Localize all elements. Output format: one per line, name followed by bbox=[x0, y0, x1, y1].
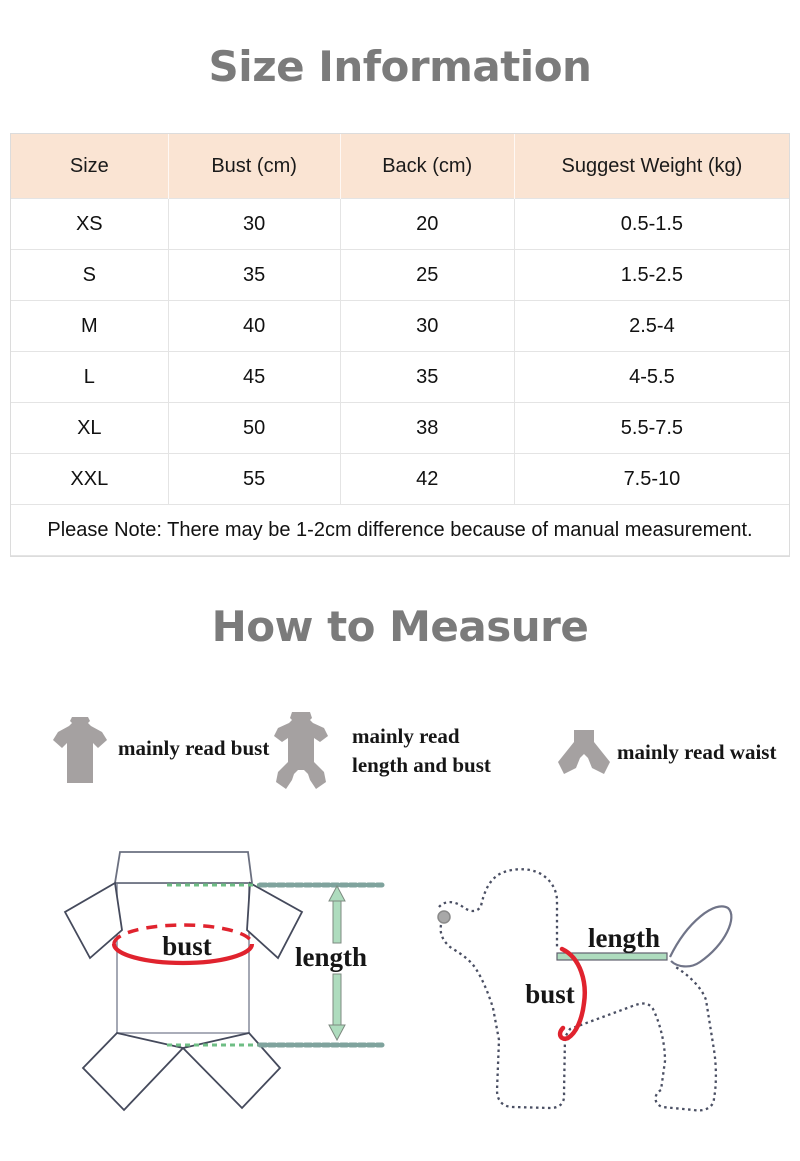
pants-icon bbox=[552, 728, 616, 780]
jumpsuit-icon bbox=[268, 710, 334, 792]
table-row bbox=[11, 454, 789, 505]
table-cell: 20 bbox=[340, 199, 514, 250]
header-weight: Suggest Weight (kg) bbox=[514, 134, 789, 199]
table-header-row bbox=[11, 134, 789, 199]
dog-nose bbox=[438, 911, 450, 923]
table-note-row bbox=[11, 505, 789, 556]
table-cell: 38 bbox=[340, 403, 514, 454]
table-cell: 5.5-7.5 bbox=[514, 403, 789, 454]
size-table bbox=[10, 133, 790, 557]
table-cell: L bbox=[11, 352, 168, 403]
table-cell: 40 bbox=[168, 301, 340, 352]
table-cell: 1.5-2.5 bbox=[514, 250, 789, 301]
table-row bbox=[11, 199, 789, 250]
vest-icon bbox=[50, 716, 110, 784]
header-bust: Bust (cm) bbox=[168, 134, 340, 199]
how-to-measure-title: How to Measure bbox=[211, 602, 589, 651]
header-size: Size bbox=[11, 134, 168, 199]
legend-label-line2: length and bust bbox=[352, 753, 491, 777]
measurement-note: Please Note: There may be 1-2cm difference because of manual measurement. bbox=[11, 505, 789, 556]
table-cell: 35 bbox=[340, 352, 514, 403]
garment-sleeve-right bbox=[247, 883, 302, 958]
garment-measure-diagram bbox=[30, 830, 430, 1130]
table-cell: 4-5.5 bbox=[514, 352, 789, 403]
table-row bbox=[11, 403, 789, 454]
table-cell: 50 bbox=[168, 403, 340, 454]
table-cell: S bbox=[11, 250, 168, 301]
garment-collar bbox=[115, 852, 252, 883]
table-cell: 30 bbox=[168, 199, 340, 250]
table-cell: 30 bbox=[340, 301, 514, 352]
legend-label-waist: mainly read waist bbox=[617, 740, 777, 764]
table-cell: 55 bbox=[168, 454, 340, 505]
legend-label-length-bust bbox=[352, 722, 491, 780]
table-cell: 7.5-10 bbox=[514, 454, 789, 505]
table-cell: 35 bbox=[168, 250, 340, 301]
table-row bbox=[11, 352, 789, 403]
garment-length-label: length bbox=[294, 942, 368, 972]
dog-tail bbox=[670, 906, 731, 966]
table-row bbox=[11, 250, 789, 301]
table-cell: 2.5-4 bbox=[514, 301, 789, 352]
dog-measure-diagram bbox=[425, 845, 795, 1135]
legend-label-bust: mainly read bust bbox=[118, 736, 270, 760]
dog-length-label: length bbox=[587, 923, 661, 953]
table-cell: XS bbox=[11, 199, 168, 250]
table-cell: XL bbox=[11, 403, 168, 454]
table-row bbox=[11, 301, 789, 352]
header-back: Back (cm) bbox=[340, 134, 514, 199]
legend-label-line1: mainly read bbox=[352, 724, 460, 748]
garment-bust-label: bust bbox=[162, 931, 212, 961]
table-cell: 42 bbox=[340, 454, 514, 505]
size-information-title: Size Information bbox=[208, 42, 592, 91]
dog-bust-label: bust bbox=[525, 979, 575, 1009]
table-cell: 0.5-1.5 bbox=[514, 199, 789, 250]
dog-head-outline bbox=[439, 869, 557, 949]
table-cell: 45 bbox=[168, 352, 340, 403]
table-cell: M bbox=[11, 301, 168, 352]
table-cell: XXL bbox=[11, 454, 168, 505]
table-cell: 25 bbox=[340, 250, 514, 301]
